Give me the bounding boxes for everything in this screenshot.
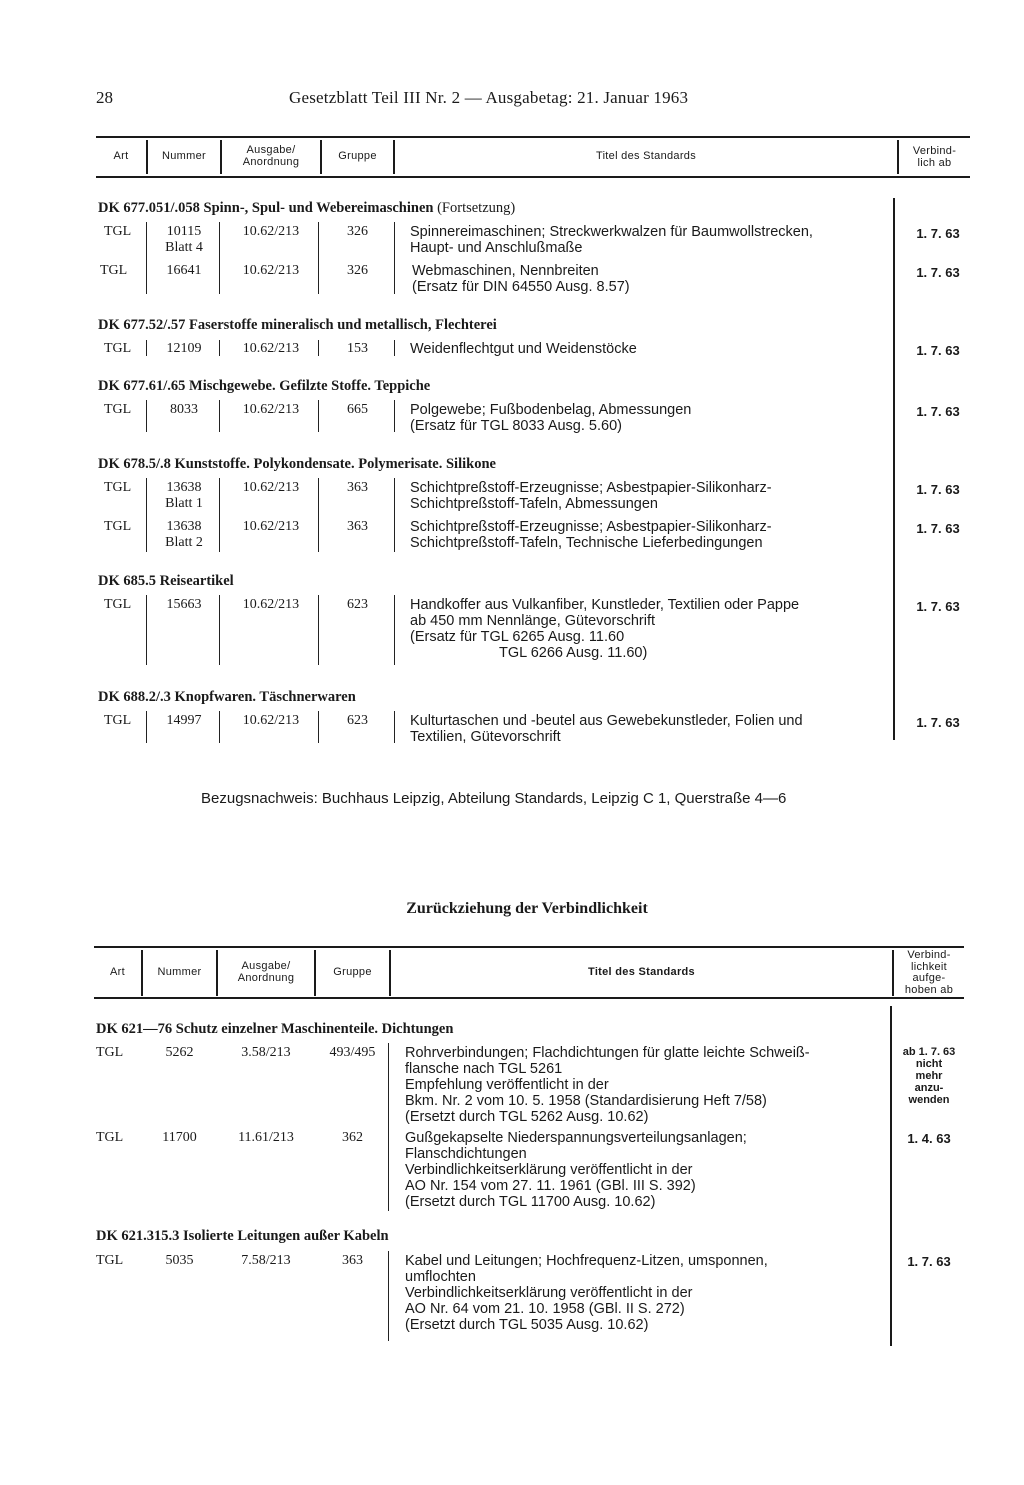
column-divider — [318, 595, 319, 665]
cell-titel-line: (Ersatz für TGL 6265 Ausg. 11.60 — [410, 629, 625, 645]
column-divider — [219, 340, 220, 356]
col-art: Art — [113, 150, 129, 162]
cell-ausgabe: 11.61/213 — [238, 1130, 294, 1145]
cell-ausgabe: 10.62/213 — [242, 341, 300, 356]
cell-datum-line: wenden — [908, 1094, 950, 1106]
cell-nummer-blatt: Blatt 1 — [165, 496, 203, 511]
column-divider — [318, 222, 319, 294]
column-divider — [394, 340, 395, 356]
column-divider — [318, 340, 319, 356]
page-number: 28 — [96, 88, 113, 107]
cell-ausgabe: 10.62/213 — [242, 519, 300, 534]
col-ausgabe — [218, 960, 314, 984]
section-heading-bold: DK 677.051/.058 Spinn-, Spul- und Webereimaschinen — [98, 200, 434, 216]
col-verbindlich-line1: Verbind- — [912, 145, 957, 157]
cell-titel-line: Handkoffer aus Vulkanfiber, Kunstleder, Textilien oder Pappe — [410, 597, 800, 613]
section-heading-bold: DK 677.61/.65 Mischgewebe. Gefilzte Stoffe. Teppiche — [98, 378, 431, 394]
cell-titel-line: Haupt- und Anschlußmaße — [410, 240, 583, 256]
cell-titel — [405, 1130, 747, 1210]
cell-gruppe: 153 — [347, 341, 368, 356]
column-divider — [318, 400, 319, 432]
cell-gruppe: 363 — [347, 480, 368, 495]
section-heading: DK 621.315.3 Isolierte Leitungen außer Kabeln — [96, 1228, 389, 1244]
cell-nummer-blatt: Blatt 4 — [165, 240, 203, 255]
cell-datum: 1. 7. 63 — [916, 715, 960, 730]
cell-nummer: 10115 — [166, 224, 202, 239]
cell-datum-line: mehr — [915, 1070, 943, 1082]
cell-titel-line: (Ersatz für TGL 8033 Ausg. 5.60) — [410, 418, 622, 434]
cell-titel-line: Polgewebe; Fußbodenbelag, Abmessungen — [410, 402, 692, 418]
cell-titel-line: AO Nr. 154 vom 27. 11. 1961 (GBl. III S. 392) — [405, 1178, 696, 1194]
col-verbindlichkeit — [894, 950, 964, 996]
cell-nummer: 13638 — [166, 519, 202, 534]
cell-titel — [412, 263, 630, 295]
cell-ausgabe: 10.62/213 — [242, 713, 300, 728]
cell-datum-line: nicht — [915, 1058, 943, 1070]
cell-titel-line: Schichtpreßstoff-Tafeln, Abmessungen — [410, 496, 658, 512]
cell-art: TGL — [96, 1045, 124, 1060]
section-heading: DK 621—76 Schutz einzelner Maschinenteile. Dichtungen — [96, 1021, 454, 1037]
cell-gruppe: 326 — [347, 224, 368, 239]
cell-titel-line: Flanschdichtungen — [405, 1146, 527, 1162]
cell-titel-line: Rohrverbindungen; Flachdichtungen für glatte leichte Schweiß- — [405, 1045, 810, 1061]
cell-nummer: 16641 — [166, 263, 202, 278]
cell-titel — [410, 713, 803, 745]
column-divider — [394, 222, 395, 294]
section-heading — [98, 200, 515, 217]
cell-titel — [410, 480, 772, 512]
cell-titel-line: AO Nr. 64 vom 21. 10. 1958 (GBl. II S. 272) — [405, 1301, 685, 1317]
cell-nummer-blatt: Blatt 2 — [165, 535, 203, 550]
section-heading-bold: DK 677.52/.57 Faserstoffe mineralisch und metallisch, Flechterei — [98, 317, 497, 333]
cell-datum — [894, 1046, 964, 1106]
cell-nummer: 12109 — [166, 341, 202, 356]
cell-art: TGL — [104, 597, 132, 612]
section-title: Zurückziehung der Verbindlichkeit — [406, 900, 648, 917]
cell-datum: 1. 4. 63 — [907, 1131, 951, 1146]
cell-titel — [405, 1045, 810, 1125]
column-divider — [394, 478, 395, 552]
cell-titel-line: Schichtpreßstoff-Tafeln, Technische Lieferbedingungen — [410, 535, 763, 551]
table1-top-rule — [96, 136, 970, 138]
section-heading — [98, 378, 430, 395]
col-nummer: Nummer — [162, 150, 206, 162]
col-ausgabe — [222, 144, 320, 168]
col-titel: Titel des Standards — [588, 966, 695, 978]
col-gruppe: Gruppe — [333, 966, 372, 978]
col-ausgabe-line1: Ausgabe/ — [246, 144, 296, 156]
cell-art: TGL — [104, 480, 132, 495]
cell-titel — [410, 402, 691, 434]
cell-titel-line: (Ersetzt durch TGL 11700 Ausg. 10.62) — [405, 1194, 656, 1210]
column-divider — [146, 595, 147, 665]
cell-datum: 1. 7. 63 — [916, 521, 960, 536]
page-header-title: Gesetzblatt Teil III Nr. 2 — Ausgabetag: 21. Januar 1963 — [289, 88, 689, 107]
column-divider — [219, 711, 220, 743]
cell-gruppe: 665 — [347, 402, 368, 417]
column-divider — [388, 1251, 389, 1341]
cell-titel-line: Schichtpreßstoff-Erzeugnisse; Asbestpapier-Silikonharz- — [410, 519, 772, 535]
col-v-line1: Verbind- — [907, 949, 951, 961]
cell-gruppe: 326 — [347, 263, 368, 278]
cell-datum: 1. 7. 63 — [907, 1254, 951, 1269]
cell-nummer: 15663 — [166, 597, 202, 612]
cell-titel-line: Verbindlichkeitserklärung veröffentlicht in der — [405, 1162, 693, 1178]
cell-gruppe: 623 — [347, 713, 368, 728]
col-art: Art — [110, 966, 125, 978]
cell-art: TGL — [104, 341, 132, 356]
col-v-line4: hoben ab — [904, 983, 954, 996]
cell-titel-line: Empfehlung veröffentlicht in der — [405, 1077, 609, 1093]
cell-art: TGL — [104, 519, 132, 534]
cell-titel-line: Textilien, Gütevorschrift — [410, 729, 561, 745]
cell-gruppe: 623 — [347, 597, 368, 612]
cell-titel — [410, 224, 813, 256]
col-titel: Titel des Standards — [595, 150, 697, 162]
cell-ausgabe: 10.62/213 — [242, 402, 300, 417]
cell-nummer: 13638 — [166, 480, 202, 495]
section-heading-bold: DK 685.5 Reiseartikel — [98, 573, 234, 589]
cell-datum-line: anzu- — [914, 1082, 944, 1094]
cell-art: TGL — [104, 402, 132, 417]
cell-ausgabe: 10.62/213 — [242, 224, 300, 239]
cell-datum: 1. 7. 63 — [916, 265, 960, 280]
col-ausgabe-line2: Anordnung — [237, 972, 295, 984]
cell-titel-line: Kabel und Leitungen; Hochfrequenz-Litzen, umsponnen, — [405, 1253, 768, 1269]
cell-ausgabe: 10.62/213 — [242, 480, 300, 495]
cell-art: TGL — [100, 263, 128, 278]
cell-titel-line: umflochten — [405, 1269, 476, 1285]
cell-datum: 1. 7. 63 — [916, 343, 960, 358]
column-divider — [146, 340, 147, 356]
cell-titel-line: ab 450 mm Nennlänge, Gütevorschrift — [410, 613, 656, 629]
column-divider — [394, 595, 395, 665]
col-v-line2: lichkeit — [910, 960, 948, 973]
cell-art: TGL — [96, 1253, 124, 1268]
cell-nummer: 5035 — [165, 1253, 194, 1268]
col-verbindlich-line2: lich ab — [917, 157, 952, 169]
column-divider — [394, 400, 395, 432]
cell-titel-line: flansche nach TGL 5261 — [405, 1061, 563, 1077]
table2-top-rule — [94, 946, 964, 948]
cell-titel-line: Verbindlichkeitserklärung veröffentlicht in der — [405, 1285, 693, 1301]
cell-titel-line: (Ersatz für DIN 64550 Ausg. 8.57) — [412, 279, 630, 295]
cell-titel-line: (Ersetzt durch TGL 5035 Ausg. 10.62) — [405, 1317, 649, 1333]
col-ausgabe-line1: Ausgabe/ — [241, 960, 291, 972]
table2-header-rule — [94, 997, 964, 999]
cell-titel — [410, 341, 637, 357]
cell-datum: 1. 7. 63 — [916, 404, 960, 419]
table2-right-rule — [890, 1006, 892, 1346]
col-gruppe: Gruppe — [338, 150, 377, 162]
column-divider — [146, 711, 147, 743]
cell-titel-line: (Ersetzt durch TGL 5262 Ausg. 10.62) — [405, 1109, 649, 1125]
cell-titel — [410, 519, 772, 551]
cell-gruppe: 363 — [347, 519, 368, 534]
col-nummer: Nummer — [157, 966, 202, 978]
section-heading — [98, 317, 497, 334]
cell-gruppe: 493/495 — [329, 1045, 376, 1060]
cell-titel-line: Gußgekapselte Niederspannungsverteilungsanlagen; — [405, 1130, 747, 1146]
cell-titel-line: Spinnereimaschinen; Streckwerkwalzen für Baumwollstrecken, — [410, 224, 813, 240]
section-heading — [98, 689, 356, 706]
cell-gruppe: 362 — [342, 1130, 363, 1145]
bezugsnachweis: Bezugsnachweis: Buchhaus Leipzig, Abteilung Standards, Leipzig C 1, Querstraße 4—6 — [201, 790, 787, 807]
section-heading-continuation: (Fortsetzung) — [433, 200, 516, 216]
cell-art: TGL — [104, 713, 132, 728]
column-divider — [146, 478, 147, 552]
cell-titel-line: TGL 6266 Ausg. 11.60) — [499, 645, 648, 661]
cell-art: TGL — [104, 224, 132, 239]
cell-titel-line: Kulturtaschen und -beutel aus Gewebekunstleder, Folien und — [410, 713, 803, 729]
column-divider — [388, 1043, 389, 1211]
cell-titel-line: Bkm. Nr. 2 vom 10. 5. 1958 (Standardisierung Heft 7/58) — [405, 1093, 767, 1109]
cell-datum: 1. 7. 63 — [916, 226, 960, 241]
section-heading — [98, 456, 496, 473]
col-v-line3: aufge- — [912, 972, 946, 984]
cell-ausgabe: 3.58/213 — [241, 1045, 291, 1060]
cell-datum: 1. 7. 63 — [916, 482, 960, 497]
cell-ausgabe: 10.62/213 — [242, 597, 300, 612]
column-divider — [394, 711, 395, 743]
cell-titel-line: Schichtpreßstoff-Erzeugnisse; Asbestpapier-Silikonharz- — [410, 480, 772, 496]
column-divider — [219, 478, 220, 552]
cell-titel — [405, 1253, 768, 1333]
cell-nummer: 5262 — [165, 1045, 194, 1060]
table1-header-rule — [96, 176, 970, 178]
cell-gruppe: 363 — [342, 1253, 363, 1268]
cell-art: TGL — [96, 1130, 124, 1145]
column-divider — [146, 222, 147, 294]
section-heading-bold: DK 688.2/.3 Knopfwaren. Täschnerwaren — [98, 689, 356, 705]
cell-ausgabe: 10.62/213 — [242, 263, 300, 278]
cell-nummer: 11700 — [162, 1130, 197, 1145]
cell-nummer: 8033 — [170, 402, 198, 417]
cell-nummer: 14997 — [166, 713, 202, 728]
column-divider — [146, 400, 147, 432]
col-ausgabe-line2: Anordnung — [242, 156, 300, 168]
column-divider — [219, 595, 220, 665]
cell-ausgabe: 7.58/213 — [241, 1253, 291, 1268]
column-divider — [219, 400, 220, 432]
section-heading — [98, 573, 234, 590]
cell-titel-line: Weidenflechtgut und Weidenstöcke — [410, 341, 637, 357]
table1-right-rule — [893, 198, 895, 740]
column-divider — [318, 711, 319, 743]
column-divider — [219, 222, 220, 294]
section-heading-bold: DK 678.5/.8 Kunststoffe. Polykondensate. Polymerisate. Silikone — [98, 456, 496, 472]
cell-titel — [410, 597, 799, 661]
col-verbindlich — [899, 145, 970, 169]
cell-datum-line: ab 1. 7. 63 — [902, 1046, 956, 1058]
cell-datum: 1. 7. 63 — [916, 599, 960, 614]
cell-titel-line: Webmaschinen, Nennbreiten — [412, 263, 599, 279]
column-divider — [318, 478, 319, 552]
